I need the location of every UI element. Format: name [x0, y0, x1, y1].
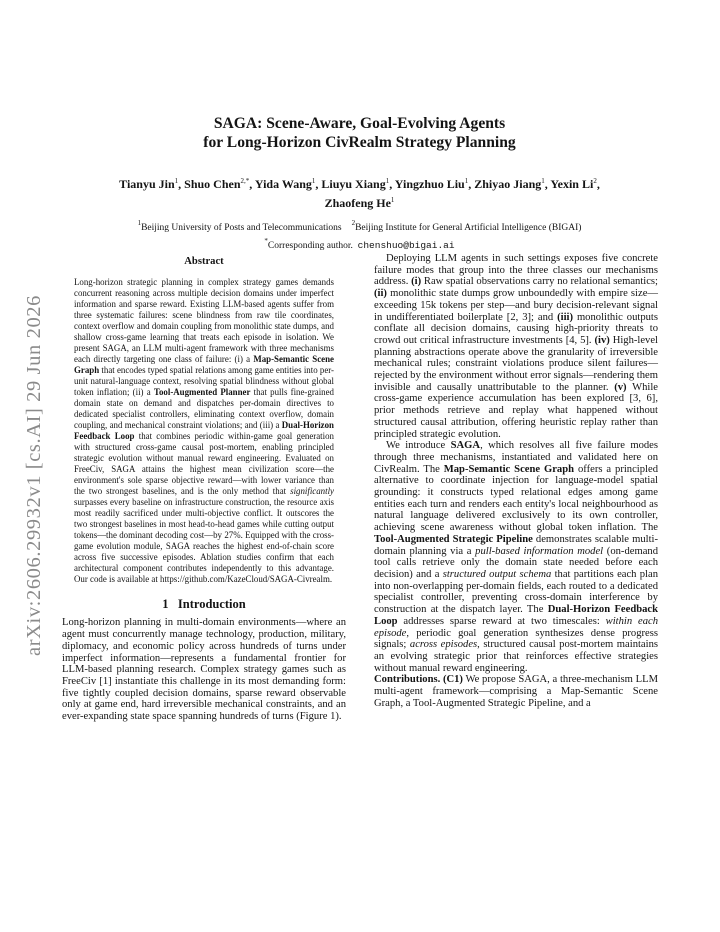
right-column — [374, 253, 658, 709]
affiliations — [62, 217, 657, 252]
author: Zhaofeng He$^1$ — [324, 196, 395, 210]
author: Shuo Chen$^{2,*}$ — [184, 177, 250, 191]
title-line-2: for Long-Horizon CivRealm Strategy Planning — [203, 134, 516, 151]
email: chenshuo@bigai.ai — [357, 239, 455, 251]
section-heading-introduction: 1 Introduction — [162, 596, 246, 611]
corresponding-author-line: *Corresponding author. chenshuo@bigai.ai — [264, 236, 455, 251]
title-line-1: SAGA: Scene-Aware, Goal-Evolving Agents — [213, 115, 506, 132]
contributions-paragraph: Contributions. (C1) We propose SAGA, a three-mechanism LLM multi-agent framework—comprising a Map-Semantic Scene Graph, a Tool-Augmented Strategic Pipeline, and a — [374, 674, 658, 709]
abstract-heading: Abstract — [184, 256, 224, 267]
author: Yingzhuo Liu$^1$ — [394, 177, 469, 191]
author: Yida Wang$^1$ — [254, 177, 316, 191]
author: Tianyu Jin$^1$ — [119, 177, 179, 191]
paper-title — [62, 114, 657, 152]
affiliation-2: Beijing Institute for General Artificial Intelligence (BIGAI) — [355, 223, 582, 233]
left-column — [62, 253, 346, 723]
author: Zhiyao Jiang$^1$ — [474, 177, 545, 191]
affiliation-line: $^1$Beijing University of Posts and Telecommunications $^2$Beijing Institute for General Artificial Intelligence (BIGAI) — [137, 219, 582, 233]
intro-paragraph-3: We introduce SAGA, which resolves all five failure modes through three mechanisms, instantiated and validated here on CivRealm. The Map-Semantic Scene Graph offers a principled alternative to coordinate injection for language-model spatial grounding: it constructs typed relational edges among game entities each turn and renders each entity's local neighbourhood as natural language delivered exclusively to its own controller, achieving scene awareness without global token inflation. The Tool-Augmented Strategic Pipeline demonstrates scalable multi-domain planning via a pull-based information model (on-demand tool calls retrieve only the domain state needed before each decision) and a structured output schema that partitions each plan into non-overlapping per-domain fields, each routed to a dedicated specialist controller, preventing cross-domain interference by construction at the dispatch layer. The Dual-Horizon Feedback Loop addresses sparse reward at two timescales: within each episode, periodic goal generation synthesizes dense progress signals; across episodes, structured causal post-mortem maintains an evolving strategic prior that reinforces effective strategies without manual reward engineering. — [374, 440, 659, 674]
abstract-text: Long-horizon strategic planning in complex strategy games demands concurrent reasoning across multiple decision domains under imperfect information and sparse reward. Existing LLM-based agents suffer from three systematic failures: scene blindness from raw tile coordinates, context overflow and domain coupling from monolithic state dumps, and shallow cross-game learning that treats each episode in isolation. We present SAGA, an LLM multi-agent framework with three mechanisms each directly targeting one class of failure: (i) a Map-Semantic Scene Graph that encodes typed spatial relations among game entities into per-unit natural-language context, resolving spatial blindness without global token inflation; (ii) a Tool-Augmented Planner that pulls fine-grained domain state on demand and dispatches per-domain directives to dedicated specialist controllers, eliminating context overflow, domain coupling, and mechanical constraint violations; and (iii) a Dual-Horizon Feedback Loop that combines periodic within-game goal generation with structured cross-game causal post-mortem, enabling principled strategic evolution without manual reward engineering. Evaluated on FreeCiv, SAGA attains the highest mean civilization score—the environment's sole sparse objective reward—with lower variance than the two strongest baselines, and is the only method that significantly surpasses every baseline on infrastructure construction, the resource axis most readily sacrificed under multi-objective conflict. It outscores the two strongest baselines in most head-to-head games while cutting output tokens—the dominant decoding cost—by 27%. Equipped with the cross-game evolution module, SAGA reaches the highest end-of-chain score across five successive episodes. Ablation studies confirm that each architectural component contributes independently to this advantage. Our code is available at https://github.com/KazeCloud/SAGA-Civrealm. — [74, 276, 334, 584]
author: Liuyu Xiang$^1$ — [321, 177, 390, 191]
author-list: Tianyu Jin$^1$, Shuo Chen$^{2,*}$, Yida Wang$^1$, Liuyu Xiang$^1$, Yingzhuo Liu$^1$, Zhiyao Jiang$^1$, Yexin Li$^2$, Zhaofeng He$^1$ — [119, 177, 600, 210]
author: Yexin Li$^2$ — [550, 177, 597, 191]
paper-header — [62, 114, 657, 252]
intro-paragraph-1: Long-horizon planning in multi-domain environments—where an agent must concurrently manage technology, production, military, diplomacy, and economic policy across hundreds of turns under imperfect information—represents a fundamental frontier for LLM-based planning research. Complex strategy games such as FreeCiv [1] instantiate this challenge in its most demanding form: five tightly coupled decision domains, sparse reward observable only at game end, hard irreversible mechanical constraints, and an ever-expanding state space spanning hundreds of turns (Figure 1). — [62, 617, 346, 723]
intro-paragraph-2: Deploying LLM agents in such settings exposes five concrete failure modes that group into the three classes our mechanisms address. (i) Raw spatial observations carry no relational semantics; (ii) monolithic state dumps grow unboundedly with empire size—exceeding 15k tokens per step—and bury decision-relevant signal in undifferentiated boilerplate [2, 3]; and (iii) monolithic outputs conflate all decision domains, causing high-priority threats to crowd out critical infrastructure investments [4, 5]. (iv) High-level planning abstractions operate above the granularity of irreversible mechanical rules; constraint violations produce silent failures—rejected by the environment without error signals—rendering them invisible and causally unattributable to the planner. (v) While cross-game experience accumulation has been explored [3, 6], prior methods retrieve and replay what happened without structured causal attribution, offering heuristic replay rather than principled strategic evolution. — [374, 253, 659, 440]
affiliation-1: Beijing University of Posts and Telecommunications — [141, 223, 342, 233]
arxiv-identifier-stamp: arXiv:2606.29932v1 [cs.AI] 29 Jun 2026 — [22, 294, 45, 656]
